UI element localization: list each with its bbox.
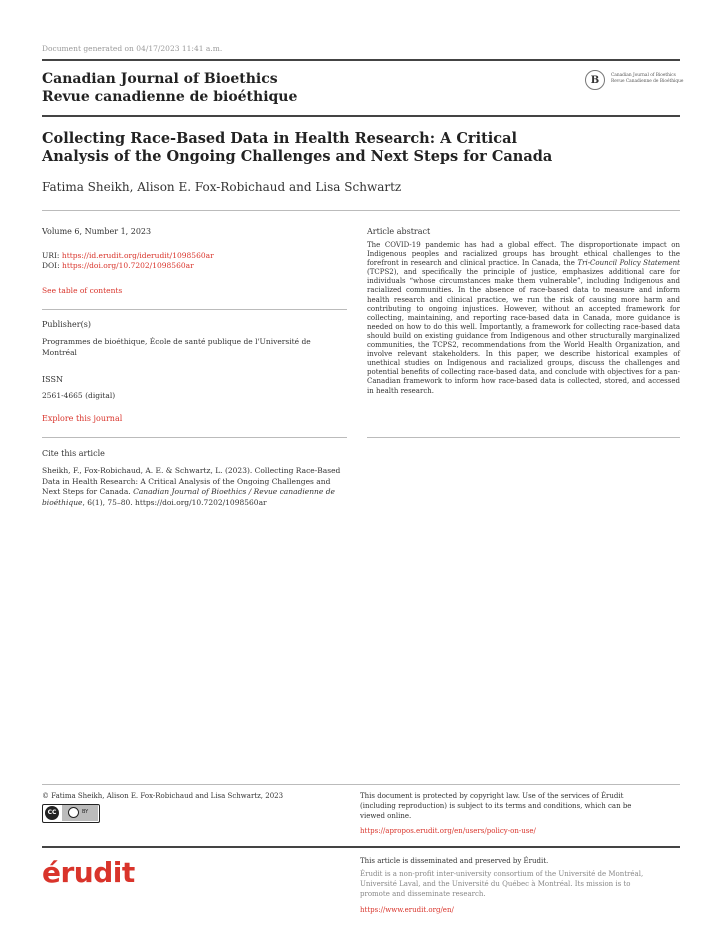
doi-line bbox=[42, 261, 194, 272]
left-rule-2 bbox=[42, 437, 347, 438]
explore-journal-link[interactable]: Explore this journal bbox=[42, 414, 123, 423]
issn-heading: ISSN bbox=[42, 375, 63, 384]
rights-line-3: viewed online. bbox=[360, 812, 412, 820]
cc-icon: CC bbox=[45, 806, 59, 820]
rights-line-1: This document is protected by copyright law. Use of the services of Érudit bbox=[360, 792, 624, 800]
generated-timestamp: Document generated on 04/17/2023 11:41 a.m. bbox=[42, 44, 223, 53]
journal-logo bbox=[585, 70, 685, 90]
erudit-logo: érudit bbox=[42, 856, 135, 889]
publisher-line-1: Programmes de bioéthique, École de santé publique de l'Université de bbox=[42, 337, 311, 346]
article-title-line-2: Analysis of the Ongoing Challenges and Next Steps for Canada bbox=[42, 148, 553, 165]
logo-line-1: Canadian Journal of Bioethics bbox=[611, 73, 676, 78]
left-rule-1 bbox=[42, 309, 347, 310]
cite-heading: Cite this article bbox=[42, 449, 105, 458]
rights-notice bbox=[360, 791, 680, 821]
uri-link[interactable]: https://id.erudit.org/iderudit/1098560ar bbox=[61, 251, 214, 260]
journal-name bbox=[42, 70, 297, 106]
copyright-notice: © Fatima Sheikh, Alison E. Fox-Robichaud and Lisa Schwartz, 2023 bbox=[42, 792, 284, 800]
citation-line-4: bioéthique, 6(1), 75–80. https://doi.org/10.7202/1098560ar bbox=[42, 497, 267, 507]
article-title bbox=[42, 130, 602, 166]
footer-rule bbox=[42, 784, 680, 785]
abstract-body: The COVID-19 pandemic has had a global effect. The disproportionate impact on Indigenous peoples and racialized groups has brought ethical challenges to the forefront in research and clinical practice. In Canada, the Tri-Council Policy Statement (TCPS2), and specifically the principle of justice, emphasizes additional care for individuals “whose circumstances make them vulnerable”, including Indigenous and racialized communities. In the absence of race-based data to measure and inform health research and clinical practice, we run the risk of causing more harm and contributing to ongoing injustices. However, without an accepted framework for collecting, maintaining, and reporting race-based data in Canada, more guidance is needed on how to do this well. Importantly, a framework for collecting race-based data should build on existing guidance from Indigenous and other structurally marginalized communities, the TCPS2, recommendations from the World Health Organization, and involve relevant stakeholders. In this paper, we describe historical examples of unethical studies on Indigenous and racialized groups, discuss the challenges and potential benefits of collecting race-based data, and conclude with objectives for a pan-Canadian framework to inform how race-based data is collected, stored, and accessed in health research. bbox=[367, 241, 680, 395]
erudit-link[interactable]: https://www.erudit.org/en/ bbox=[360, 906, 454, 914]
doi-link[interactable]: https://doi.org/10.7202/1098560ar bbox=[62, 261, 194, 270]
uri-line bbox=[42, 251, 214, 262]
erudit-line-2: Université Laval, and the Université du Québec à Montréal. Its mission is to bbox=[360, 880, 631, 888]
journal-name-fr: Revue canadienne de bioéthique bbox=[42, 89, 298, 105]
erudit-line-1: Érudit is a non-profit inter-university consortium of the Université de Montréal, bbox=[360, 870, 644, 878]
volume-info: Volume 6, Number 1, 2023 bbox=[42, 227, 152, 236]
header-rule bbox=[42, 115, 680, 117]
citation-line-3: Next Steps for Canada. Canadian Journal of Bioethics / Revue canadienne de bbox=[42, 487, 335, 496]
journal-name-en: Canadian Journal of Bioethics bbox=[42, 71, 278, 87]
authors-rule bbox=[42, 210, 680, 211]
dissemination-notice: This article is disseminated and preserved by Érudit. bbox=[360, 857, 549, 865]
abstract-heading: Article abstract bbox=[367, 227, 431, 236]
doi-label: DOI: bbox=[42, 261, 60, 270]
citation-text bbox=[42, 466, 352, 508]
erudit-description bbox=[360, 869, 680, 899]
uri-label: URI: bbox=[42, 251, 60, 260]
publisher-text bbox=[42, 337, 347, 358]
footer-rule-2 bbox=[42, 846, 680, 848]
logo-line-2: Revue Canadienne de Bioéthique bbox=[611, 79, 684, 84]
publisher-heading: Publisher(s) bbox=[42, 320, 91, 329]
article-title-line-1: Collecting Race-Based Data in Health Research: A Critical bbox=[42, 130, 518, 147]
publisher-line-2: Montréal bbox=[42, 347, 77, 357]
table-of-contents-link[interactable]: See table of contents bbox=[42, 286, 123, 295]
by-icon: BY bbox=[62, 805, 98, 821]
policy-link[interactable]: https://apropos.erudit.org/en/users/policy-on-use/ bbox=[360, 827, 536, 835]
journal-logo-text bbox=[611, 73, 683, 85]
article-authors: Fatima Sheikh, Alison E. Fox-Robichaud and Lisa Schwartz bbox=[42, 180, 402, 194]
citation-line-2: Data in Health Research: A Critical Analysis of the Ongoing Challenges and bbox=[42, 476, 331, 486]
erudit-line-3: promote and disseminate research. bbox=[360, 890, 486, 898]
citation-line-1: Sheikh, F., Fox-Robichaud, A. E. & Schwartz, L. (2023). Collecting Race-Based bbox=[42, 466, 341, 475]
top-rule bbox=[42, 59, 680, 61]
rights-line-2: (including reproduction) is subject to its terms and conditions, which can be bbox=[360, 802, 632, 810]
journal-logo-icon: B bbox=[585, 70, 605, 90]
issn-value: 2561-4665 (digital) bbox=[42, 391, 116, 400]
right-rule bbox=[367, 437, 680, 438]
cc-by-license-icon[interactable] bbox=[42, 804, 100, 823]
